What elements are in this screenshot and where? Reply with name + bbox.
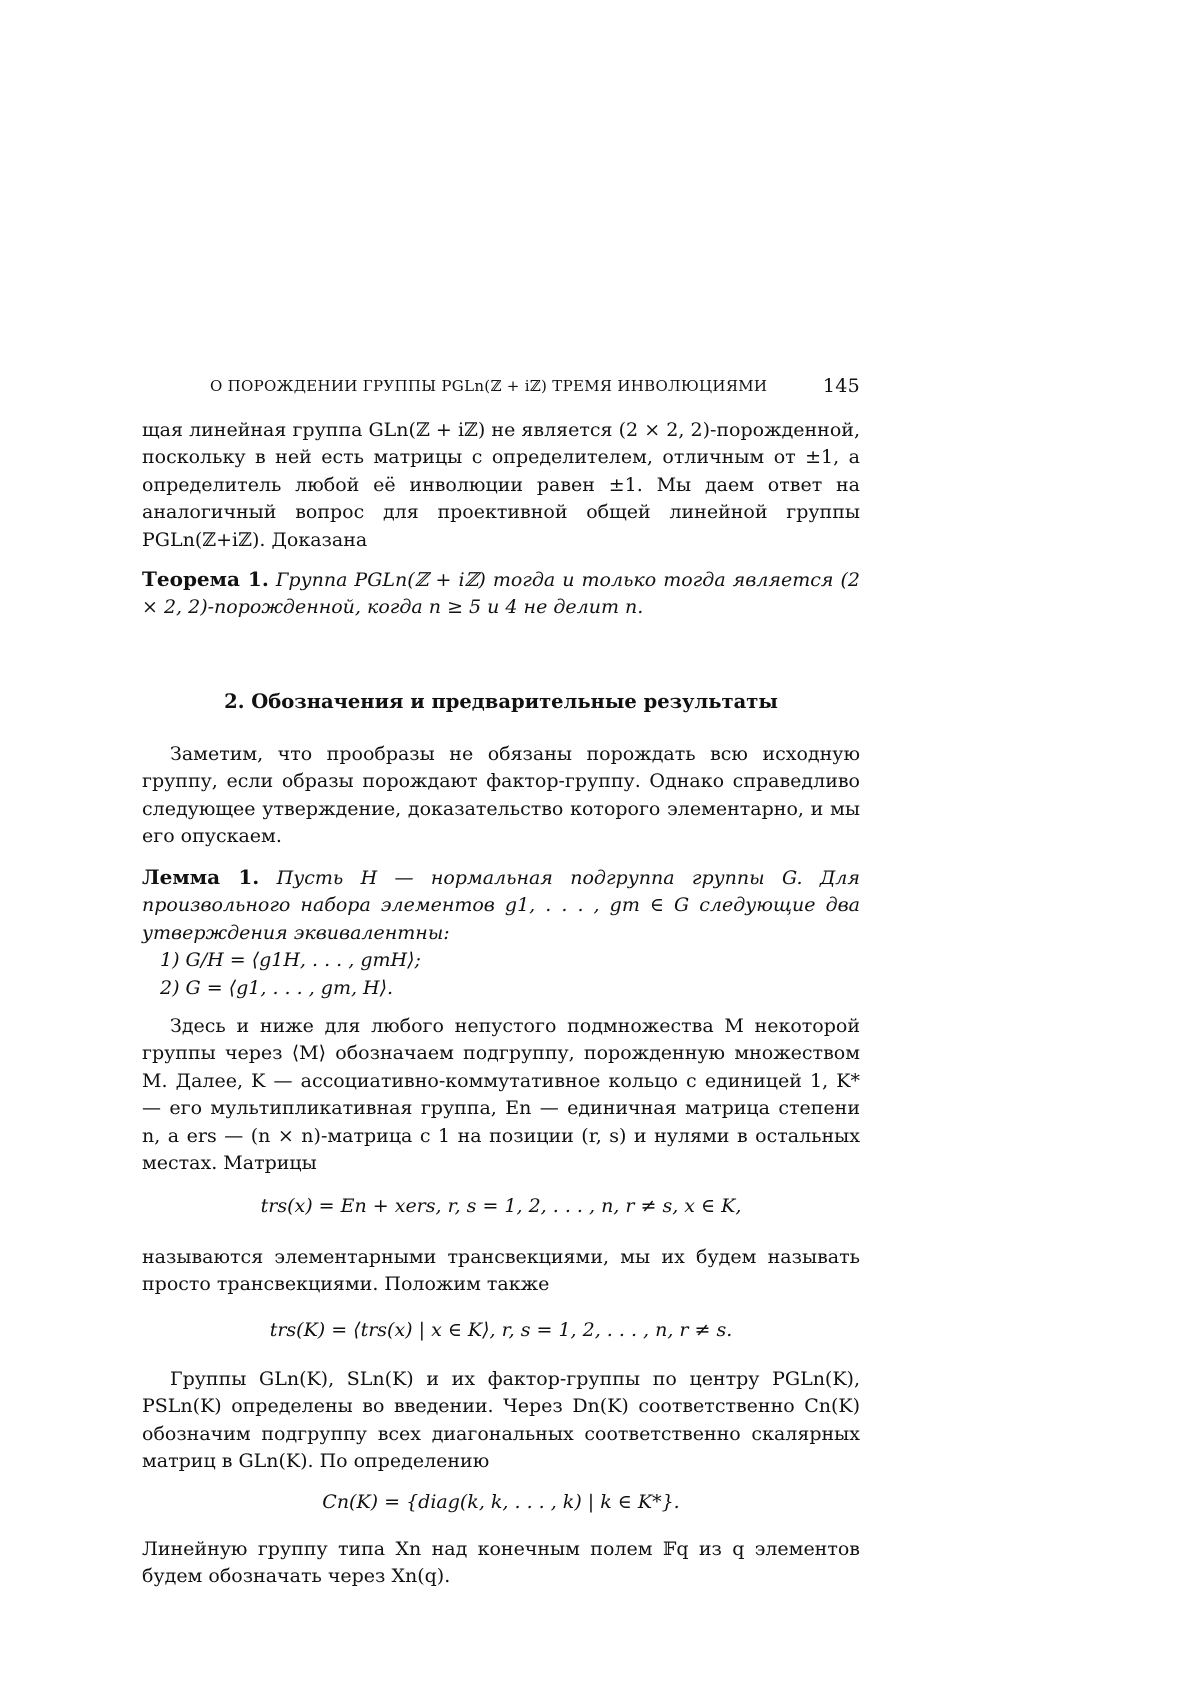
- theorem-1: [142, 566, 860, 622]
- paragraph-1: Заметим, что прообразы не обязаны порождать всю исходную группу, если образы порождают фактор-группу. Однако справедливо следующее утверждение, доказательство которого элементарно, и мы его опускаем.: [142, 743, 860, 848]
- theorem-label: Теорема 1.: [142, 567, 269, 591]
- paragraph-3: называются элементарными трансвекциями, мы их будем называть просто трансвекциями. Положим также: [142, 1246, 860, 1296]
- paragraph-2: Здесь и ниже для любого непустого подмножества M некоторой группы через ⟨M⟩ обозначаем подгруппу, порожденную множеством M. Далее, K — ассоциативно-коммутативное кольцо с единицей 1, K* — его мультипликативная группа, En — единичная матрица степени n, а ers — (n × n)-матрица с 1 на позиции (r, s) и нулями в остальных местах. Матрицы: [142, 1015, 860, 1175]
- lemma-1: [142, 864, 860, 1002]
- section-title: 2. Обозначения и предварительные результаты: [224, 690, 778, 713]
- lemma-item-2: 2) G = ⟨g1, . . . , gm, H⟩.: [160, 976, 394, 999]
- page-number: 145: [822, 375, 860, 397]
- formula-transvection-group: trs(K) = ⟨trs(x) | x ∈ K⟩, r, s = 1, 2, . . . , n, r ≠ s.: [269, 1319, 733, 1341]
- lemma-item-1: 1) G/H = ⟨g1H, . . . , gmH⟩;: [160, 949, 421, 972]
- formula-transvection: trs(x) = En + xers, r, s = 1, 2, . . . , n, r ≠ s, x ∈ K,: [260, 1195, 742, 1217]
- formula-scalar-matrices: Cn(K) = {diag(k, k, . . . , k) | k ∈ K*}.: [322, 1491, 680, 1513]
- paragraph-4: Группы GLn(K), SLn(K) и их фактор-группы по центру PGLn(K), PSLn(K) определены во введении. Через Dn(K) соответственно Cn(K) обозначим подгруппу всех диагональных соответственно скалярных матриц в GLn(K). По определению: [142, 1368, 860, 1473]
- lemma-label: Лемма 1.: [142, 865, 260, 889]
- theorem-text: Группа PGLn(ℤ + iℤ) тогда и только тогда является (2 × 2, 2)-порожденной, когда n ≥ 5 и 4 не делит n.: [142, 569, 860, 619]
- paragraph-5: Линейную группу типа Xn над конечным полем 𝔽q из q элементов будем обозначать через Xn(q).: [142, 1538, 860, 1588]
- intro-paragraph: щая линейная группа GLn(ℤ + iℤ) не является (2 × 2, 2)-порожденной, поскольку в ней есть матрицы с определителем, отличным от ±1, а определитель любой её инволюции равен ±1. Мы даем ответ на аналогичный вопрос для проективной общей линейной группы PGLn(ℤ+iℤ). Доказана: [142, 419, 860, 551]
- lemma-text: Пусть H — нормальная подгруппа группы G. Для произвольного набора элементов g1, . . . , gm ∈ G следующие два утверждения эквивалентны:: [142, 867, 860, 944]
- running-title: О ПОРОЖДЕНИИ ГРУППЫ PGLn(ℤ + iℤ) ТРЕМЯ ИНВОЛЮЦИЯМИ: [210, 377, 768, 395]
